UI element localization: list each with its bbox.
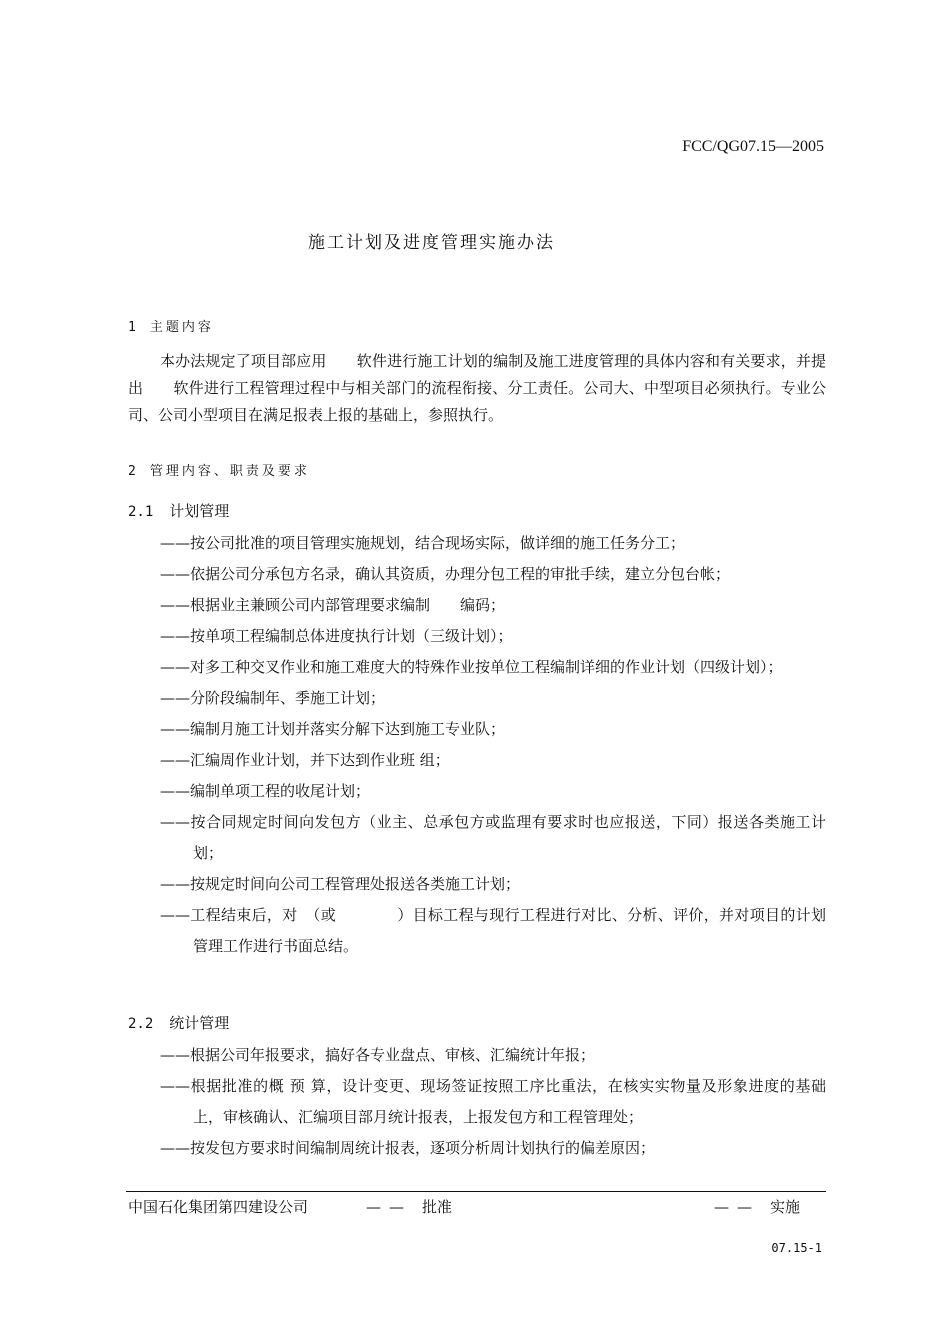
list-item: ——按发包方要求时间编制周统计报表，逐项分析周计划执行的偏差原因； xyxy=(160,1139,656,1157)
footer-company: 中国石化集团第四建设公司 xyxy=(128,1198,309,1216)
section-1-body: 本办法规定了项目部应用 软件进行施工计划的编制及施工进度管理的具体内容和有关要求，并提出 软件进行工程管理过程中与相关部门的流程衔接、分工责任。公司大、中型项目必须执行。专业公司、公司小型项目在满足报表上报的基础上，参照执行。 xyxy=(128,352,826,424)
subsection-title: 统计管理 xyxy=(169,1014,230,1032)
statistics-management-list xyxy=(160,1040,826,1164)
section-title: 管理内容、职责及要求 xyxy=(149,464,310,479)
footer-divider xyxy=(126,1191,826,1192)
section-2-1-heading xyxy=(128,500,229,521)
list-item: ——汇编周作业计划，并下达到作业班 组； xyxy=(160,751,450,769)
list-item: ——按单项工程编制总体进度执行计划（三级计划）； xyxy=(160,627,513,645)
footer-approval xyxy=(366,1196,452,1217)
subsection-number: 2.2 xyxy=(128,1016,154,1032)
approval-label: 批准 xyxy=(422,1198,453,1216)
plan-management-list xyxy=(160,528,826,962)
page-number: 07.15-1 xyxy=(771,1241,822,1255)
footer-implementation xyxy=(714,1196,800,1217)
list-item: ——编制月施工计划并落实分解下达到施工专业队； xyxy=(160,720,506,738)
subsection-title: 计划管理 xyxy=(169,502,230,520)
list-item: ——按公司批准的项目管理实施规划，结合现场实际，做详细的施工任务分工； xyxy=(160,534,686,552)
document-title: 施工计划及进度管理实施办法 xyxy=(308,233,555,253)
list-item: ——根据公司年报要求，搞好各专业盘点、审核、汇编统计年报； xyxy=(160,1046,596,1064)
list-item: ——按规定时间向公司工程管理处报送各类施工计划； xyxy=(160,875,521,893)
implementation-label: 实施 xyxy=(770,1198,801,1216)
implementation-date-blank: —— xyxy=(714,1198,760,1216)
section-2-2-heading xyxy=(128,1012,229,1033)
section-1-heading xyxy=(128,316,214,335)
list-item: ——根据业主兼顾公司内部管理要求编制 编码； xyxy=(160,596,506,614)
document-code: FCC/QG07.15—2005 xyxy=(682,138,824,155)
list-item: ——依据公司分承包方名录，确认其资质，办理分包工程的审批手续，建立分包台帐； xyxy=(160,565,731,583)
list-item: ——分阶段编制年、季施工计划； xyxy=(160,689,386,707)
section-title: 主题内容 xyxy=(149,320,214,335)
list-item: ——编制单项工程的收尾计划； xyxy=(160,782,371,800)
list-item: ——对多工种交叉作业和施工难度大的特殊作业按单位工程编制详细的作业计划（四级计划）； xyxy=(160,658,783,676)
list-item: ——工程结束后，对 （或 ）目标工程与现行工程进行对比、分析、评价，并对项目的计划管理工作进行书面总结。 xyxy=(160,906,826,955)
subsection-number: 2.1 xyxy=(128,504,154,520)
list-item: ——按合同规定时间向发包方（业主、总承包方或监理有要求时也应报送，下同）报送各类施工计划； xyxy=(160,813,826,862)
list-item: ——根据批准的概 预 算，设计变更、现场签证按照工序比重法，在核实实物量及形象进度的基础上，审核确认、汇编项目部月统计报表，上报发包方和工程管理处； xyxy=(160,1077,826,1126)
section-number: 1 xyxy=(128,320,136,335)
section-2-heading xyxy=(128,460,310,479)
approval-date-blank: —— xyxy=(366,1198,412,1216)
section-number: 2 xyxy=(128,464,136,479)
